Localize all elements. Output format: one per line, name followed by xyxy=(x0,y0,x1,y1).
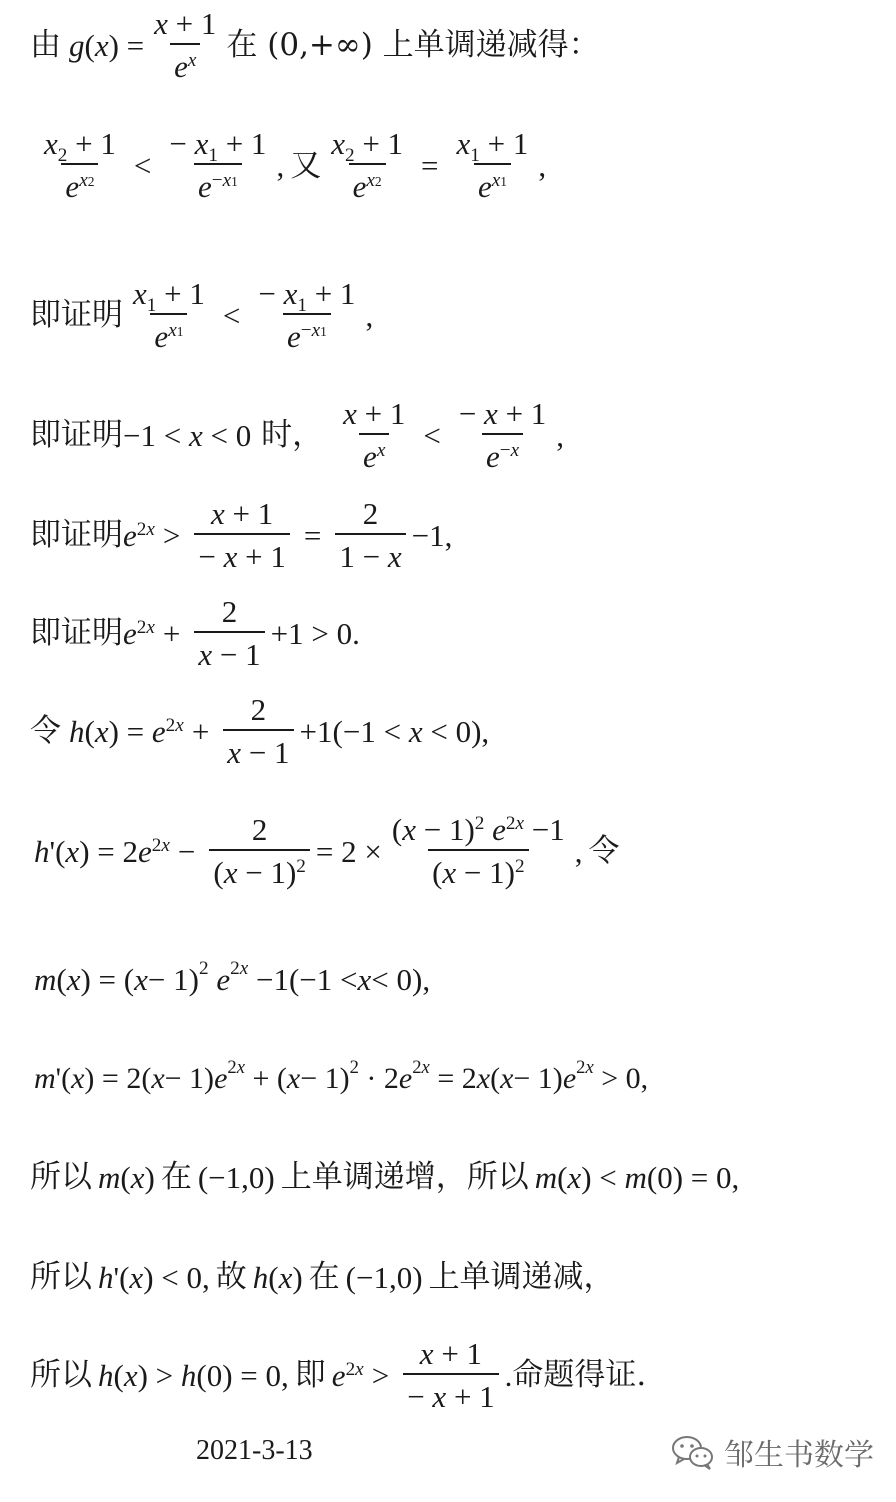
text-g: 上单调递减， xyxy=(428,1259,615,1295)
text-c: 在 xyxy=(160,1159,192,1195)
text-a: 所以 xyxy=(30,1356,92,1393)
line-1-prefix: 由 xyxy=(30,26,61,63)
line-1: 由 g(x) = $\frac{x + 1}{e^x}$ 在 (0,+∞) 上单调递减得： xyxy=(30,6,600,84)
text-c: 即 xyxy=(294,1356,326,1393)
line-7-prefix: 令 xyxy=(30,712,61,749)
line-9: m ( x ) = ( x − 1) 2 e 2x −1(−1 < x < 0), xyxy=(34,958,431,997)
line-7: 令 $h(x) = e^{2x}$ + $\frac{2}{x - 1}$ +1(−1 < x < 0), xyxy=(30,692,490,770)
line-5-prefix: 即证明 xyxy=(30,516,123,553)
line-3: 即证明 $\frac{x_1 + 1}{e^{x1}}$ < $\frac{- x_1 + 1}{e^{-x1}}$ , xyxy=(30,276,374,354)
date-label: 2021-3-13 xyxy=(196,1435,313,1466)
line-2: $\frac{x_2 + 1}{e^{x2}}$ < $\frac{- x_1 + 1}{e^{-x1}}$ , 又 $\frac{x_2 + 1}{e^{x2}}$ = $\frac{x_1 + 1}{e^{x1}}$ , xyxy=(44,126,547,204)
watermark-text: 邹生书数学 xyxy=(724,1438,874,1473)
you-text: 又 xyxy=(290,147,322,183)
line-8: $h'(x) = 2e^{2x}$ − $\frac{2}{(x - 1)^2}$ = 2 × $\frac{(x - 1)^2 e^{2x} -1}{(x - 1)^2}$ , 令 xyxy=(34,812,620,890)
line-1-suffix: 在 (0,+∞) 上单调递减得： xyxy=(226,26,600,63)
comma: , xyxy=(276,147,285,183)
line-3-prefix: 即证明 xyxy=(30,296,123,333)
watermark xyxy=(670,1430,874,1474)
line-6-prefix: 即证明 xyxy=(30,614,123,651)
wechat-icon xyxy=(670,1432,716,1472)
text-a: 所以 xyxy=(30,1259,92,1295)
line-4: 即证明 −1 < x < 0 时， $\frac{x + 1}{e^x}$ < $\frac{- x + 1}{e^{-x}}$ , xyxy=(30,396,565,474)
text-e: 在 xyxy=(308,1259,340,1295)
line-6: 即证明 $e^{2x}$ + $\frac{2}{x - 1}$ +1 > 0. xyxy=(30,594,360,672)
text-c: 故 xyxy=(215,1259,247,1295)
fraction: $\frac{x + 1}{e^x}$ xyxy=(154,6,217,84)
line-4-prefix: 即证明 xyxy=(30,416,123,453)
line-10: m '( x ) = 2( x − 1) e 2x + ( x − 1) 2 · 2 e 2x = 2 x ( x − 1) e 2x > 0, xyxy=(34,1057,649,1095)
line-13: 所以 h(x) > h(0) = 0, 即 $e^{2x}$ > $\frac{x + 1}{- x + 1}$ . 命题得证. xyxy=(30,1336,647,1414)
line-11: 所以 m(x) 在 (−1,0) 上单调递增，所以 m(x) < m(0) = 0, xyxy=(30,1159,740,1195)
line-5: 即证明 $e^{2x}$ > $\frac{x + 1}{- x + 1}$ = $\frac{2}{1 - x}$ −1, xyxy=(30,496,453,574)
line-12: 所以 h'(x) < 0, 故 h(x) 在 (−1,0) 上单调递减， xyxy=(30,1259,615,1295)
line-8-suffix: 令 xyxy=(588,832,620,869)
text-a: 所以 xyxy=(30,1159,92,1195)
text-d: 命题得证. xyxy=(512,1356,647,1393)
text-e: 上单调递增，所以 xyxy=(280,1159,529,1195)
